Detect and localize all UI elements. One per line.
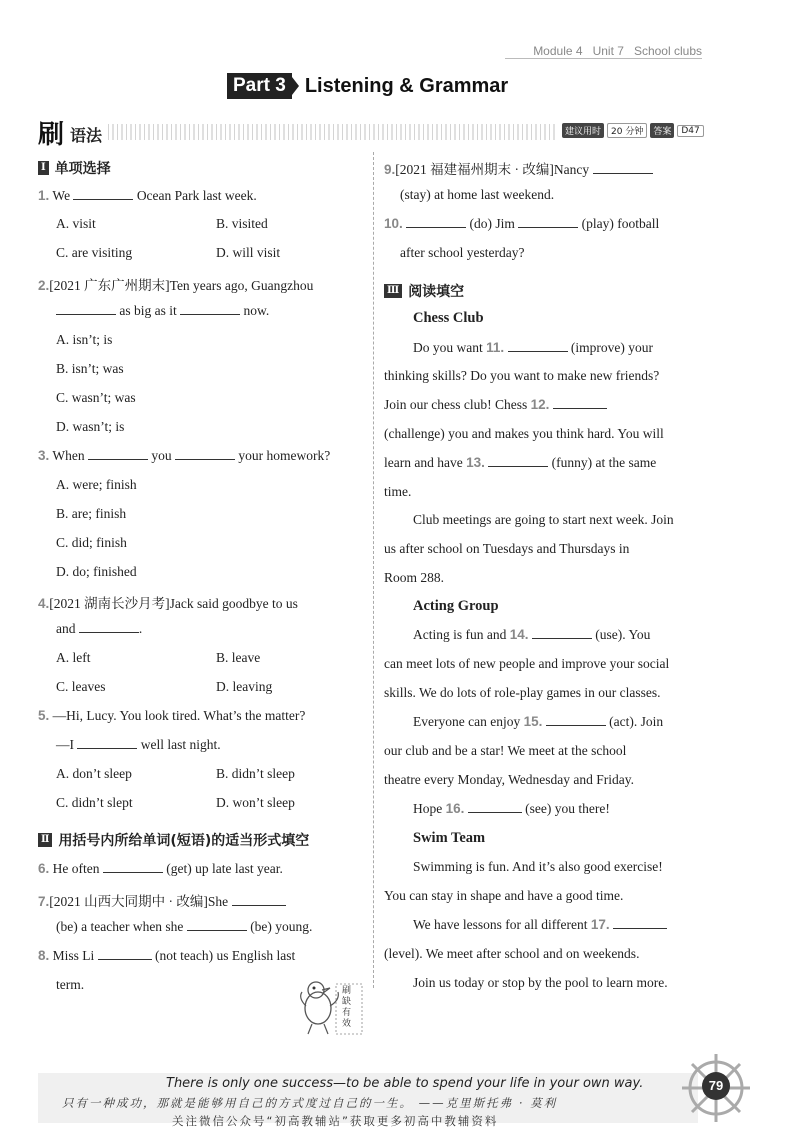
q13-number: 13. [466,455,485,470]
q7-text-a: She [207,894,229,909]
q2-stem [38,274,313,294]
reading-line: thinking skills? Do you want to make new friends? [384,368,660,383]
q3-text-a: When [52,448,85,463]
q6-blank[interactable] [103,871,163,873]
q2-text-b: as big as it [119,303,177,318]
q7-text-c: (be) young. [250,919,313,934]
q9-stem-line2: (stay) at home last weekend. [400,187,555,202]
q5-option-c[interactable]: C. didn’t slept [56,795,133,810]
reading-line: skills. We do lots of role-play games in our classes. [384,685,661,700]
reading-text: (funny) at the same [551,455,657,470]
part-ii-text: 用括号内所给单词(短语)的适当形式填空 [58,833,310,849]
reading-line: theatre every Monday, Wednesday and Friday. [384,772,634,787]
reading-text: Everyone can enjoy [413,714,521,729]
time-value: 20 分钟 [607,123,647,138]
q3-option-b[interactable]: B. are; finish [56,506,127,521]
q3-text-b: you [151,448,172,463]
footer-quote-en: There is only one success—to be able to spend your life in your own way. [166,1076,644,1091]
q3-option-d[interactable]: D. do; finished [56,564,137,579]
q6-number: 6. [38,861,50,876]
answer-page: D47 [677,125,703,137]
q9-source: [2021 福建福州期末 · 改编] [395,162,554,177]
reading-line: Swimming is fun. And it’s also good exercise! [413,859,663,874]
q8-text-a: Miss Li [52,948,95,963]
column-divider [373,152,374,988]
q10-blank-2[interactable] [518,226,578,228]
q3-option-c[interactable]: C. did; finish [56,535,127,550]
q9-number: 9. [384,162,396,177]
q4-blank[interactable] [79,631,139,633]
reading-text: (improve) your [570,340,654,355]
q4-stem [38,592,298,612]
q12-blank[interactable] [553,407,607,409]
part-ii-title [38,830,309,850]
section-decor-strip [108,124,558,140]
q10-stem [384,216,659,232]
q1-option-c[interactable]: C. are visiting [56,245,133,260]
reading-text: learn and have [384,455,463,470]
module-unit-header [533,44,702,58]
q7-number: 7. [38,894,50,909]
q1-option-a[interactable]: A. visit [56,216,96,231]
q4-option-a[interactable]: A. left [56,650,91,665]
part-i-text: 单项选择 [54,161,111,177]
reading-line: us after school on Tuesdays and Thursdays in [384,541,630,556]
q5-text-c: well last night. [140,737,221,752]
q5-number: 5. [38,708,50,723]
q4-text-b: and [56,621,76,636]
header-rule [505,58,702,59]
q3-blank-2[interactable] [175,458,235,460]
reading-text: Hope [413,801,443,816]
footer-promo: 关注微信公众号“初高教辅站”获取更多初高中教辅资料 [172,1114,499,1128]
reading-line [413,917,667,933]
q10-text-a: (do) Jim [469,216,515,231]
q17-number: 17. [590,917,610,932]
q4-option-b[interactable]: B. leave [216,650,261,665]
q7-stem-line2 [56,919,312,935]
q3-text-c: your homework? [238,448,331,463]
q2-text-c: now. [243,303,270,318]
q10-number: 10. [384,216,403,231]
q2-number: 2. [38,278,50,293]
reading-line [384,455,656,471]
time-answer-box [562,123,704,138]
part-i-title [38,158,111,178]
reading-line: You can stay in shape and have a good time. [384,888,624,903]
part-title [227,73,508,99]
q7-text-b: (be) a teacher when she [56,919,184,934]
reading-line: Join us today or stop by the pool to learn more. [413,975,668,990]
unit-label: Unit 7 [592,44,624,58]
q8-stem-line2: term. [56,977,85,992]
mascot-caption: 刷缺有效 [342,986,352,1029]
q10-stem-line2: after school yesterday? [400,245,525,260]
q3-number: 3. [38,448,50,463]
q4-option-d[interactable]: D. leaving [216,679,273,694]
q14-number: 14. [509,627,529,642]
q2-text-a: Ten years ago, Guangzhou [169,278,314,293]
q12-number: 12. [530,397,550,412]
q1-text-a: We [52,188,71,203]
q1-text-b: Ocean Park last week. [136,188,257,203]
q9-blank[interactable] [593,172,653,174]
q13-blank[interactable] [488,465,548,467]
q6-text-b: (get) up late last year. [166,861,283,876]
q7-source: [2021 山西大同期中 · 改编] [49,894,208,909]
reading-line [413,714,663,730]
q2-option-c[interactable]: C. wasn’t; was [56,390,136,405]
reading-line: (challenge) you and makes you think hard. You will [384,426,664,441]
q8-text-b: (not teach) us English last [155,948,296,963]
q5-stem [38,708,305,724]
reading-line [413,801,610,817]
q7-stem [38,890,286,910]
roman-numeral-ii: Ⅱ [38,833,52,847]
time-label: 建议用时 [562,123,604,138]
reading-text: Acting is fun and [413,627,507,642]
q2-option-a[interactable]: A. isn’t; is [56,332,113,347]
reading-text: (use). You [595,627,651,642]
module-label: Module 4 [533,44,583,58]
q3-blank-1[interactable] [88,458,148,460]
q15-blank[interactable] [546,724,606,726]
reading-text: (see) you there! [525,801,610,816]
footer-quote-cn: 只有一种成功，那就是能够用自己的方式度过自己的一生。 ——克里斯托弗 · 莫利 [62,1096,558,1110]
q2-option-b[interactable]: B. isn’t; was [56,361,124,376]
q4-number: 4. [38,596,50,611]
reading-text: Join our chess club! Chess [384,397,528,412]
part-iii-title [384,281,464,301]
q10-blank-1[interactable] [406,226,466,228]
chess-club-heading: Chess Club [413,310,484,326]
q7-blank-2[interactable] [187,929,247,931]
section-name: 语法 [70,126,103,145]
reading-line [384,397,607,413]
q9-stem [384,158,653,178]
reading-line: (level). We meet after school and on weekends. [384,946,640,961]
answer-label: 答案 [650,123,674,138]
q4-source: [2021 湖南长沙月考] [49,596,170,611]
q5-option-d[interactable]: D. won’t sleep [216,795,295,810]
reading-line: can meet lots of new people and improve your social [384,656,670,671]
reading-line: time. [384,484,412,499]
q5-stem-line2 [56,737,221,753]
q2-option-d[interactable]: D. wasn’t; is [56,419,125,434]
q1-option-d[interactable]: D. will visit [216,245,281,260]
part-iii-text: 阅读填空 [408,284,465,300]
roman-numeral-iii: Ⅲ [384,284,402,298]
brush-char: 刷 [38,120,65,150]
q5-option-b[interactable]: B. didn’t sleep [216,766,295,781]
q5-option-a[interactable]: A. don’t sleep [56,766,132,781]
q7-blank-1[interactable] [232,904,286,906]
q6-stem [38,861,283,877]
reading-line [413,627,650,643]
roman-numeral-i: Ⅰ [38,161,49,175]
q11-number: 11. [486,340,505,355]
q2-source: [2021 广东广州期末] [49,278,170,293]
q9-text-a: Nancy [553,162,590,177]
q5-text-a: —Hi, Lucy. You look tired. What’s the matter? [52,708,306,723]
reading-line: our club and be a star! We meet at the school [384,743,627,758]
q1-number: 1. [38,188,50,203]
q4-text-c: . [138,621,143,636]
mascot-bird-icon [296,978,366,1045]
q15-number: 15. [523,714,543,729]
q8-stem [38,948,295,964]
reading-text: Do you want [413,340,483,355]
reading-text: We have lessons for all different [413,917,588,932]
q6-text-a: He often [52,861,100,876]
q3-stem [38,448,330,464]
q1-blank[interactable] [73,198,133,200]
acting-group-heading: Acting Group [413,598,499,614]
q14-blank[interactable] [532,637,592,639]
q2-stem-line2 [56,303,269,319]
topic-label: School clubs [633,44,702,58]
q5-blank[interactable] [77,747,137,749]
part-arrow-icon [292,77,299,95]
reading-line: Room 288. [384,570,445,585]
q10-text-b: (play) football [581,216,660,231]
q16-blank[interactable] [468,811,522,813]
q1-stem [38,188,257,204]
q8-number: 8. [38,948,50,963]
page-number: 79 [702,1072,730,1100]
reading-text: (act). Join [609,714,664,729]
reading-line [413,340,653,356]
q16-number: 16. [445,801,465,816]
q8-blank[interactable] [98,958,152,960]
q3-option-a[interactable]: A. were; finish [56,477,137,492]
q2-blank-2[interactable] [180,313,240,315]
q1-option-b[interactable]: B. visited [216,216,268,231]
q4-option-c[interactable]: C. leaves [56,679,106,694]
q17-blank[interactable] [613,927,667,929]
q4-text-a: Jack said goodbye to us [169,596,298,611]
swim-team-heading: Swim Team [413,830,486,846]
q4-stem-line2 [56,621,142,637]
reading-line: Club meetings are going to start next week. Join [413,512,674,527]
part-badge: Part 3 [227,73,292,99]
q11-blank[interactable] [508,350,568,352]
part-heading: Listening & Grammar [304,74,509,97]
q2-blank-1[interactable] [56,313,116,315]
q5-text-b: —I [56,737,74,752]
